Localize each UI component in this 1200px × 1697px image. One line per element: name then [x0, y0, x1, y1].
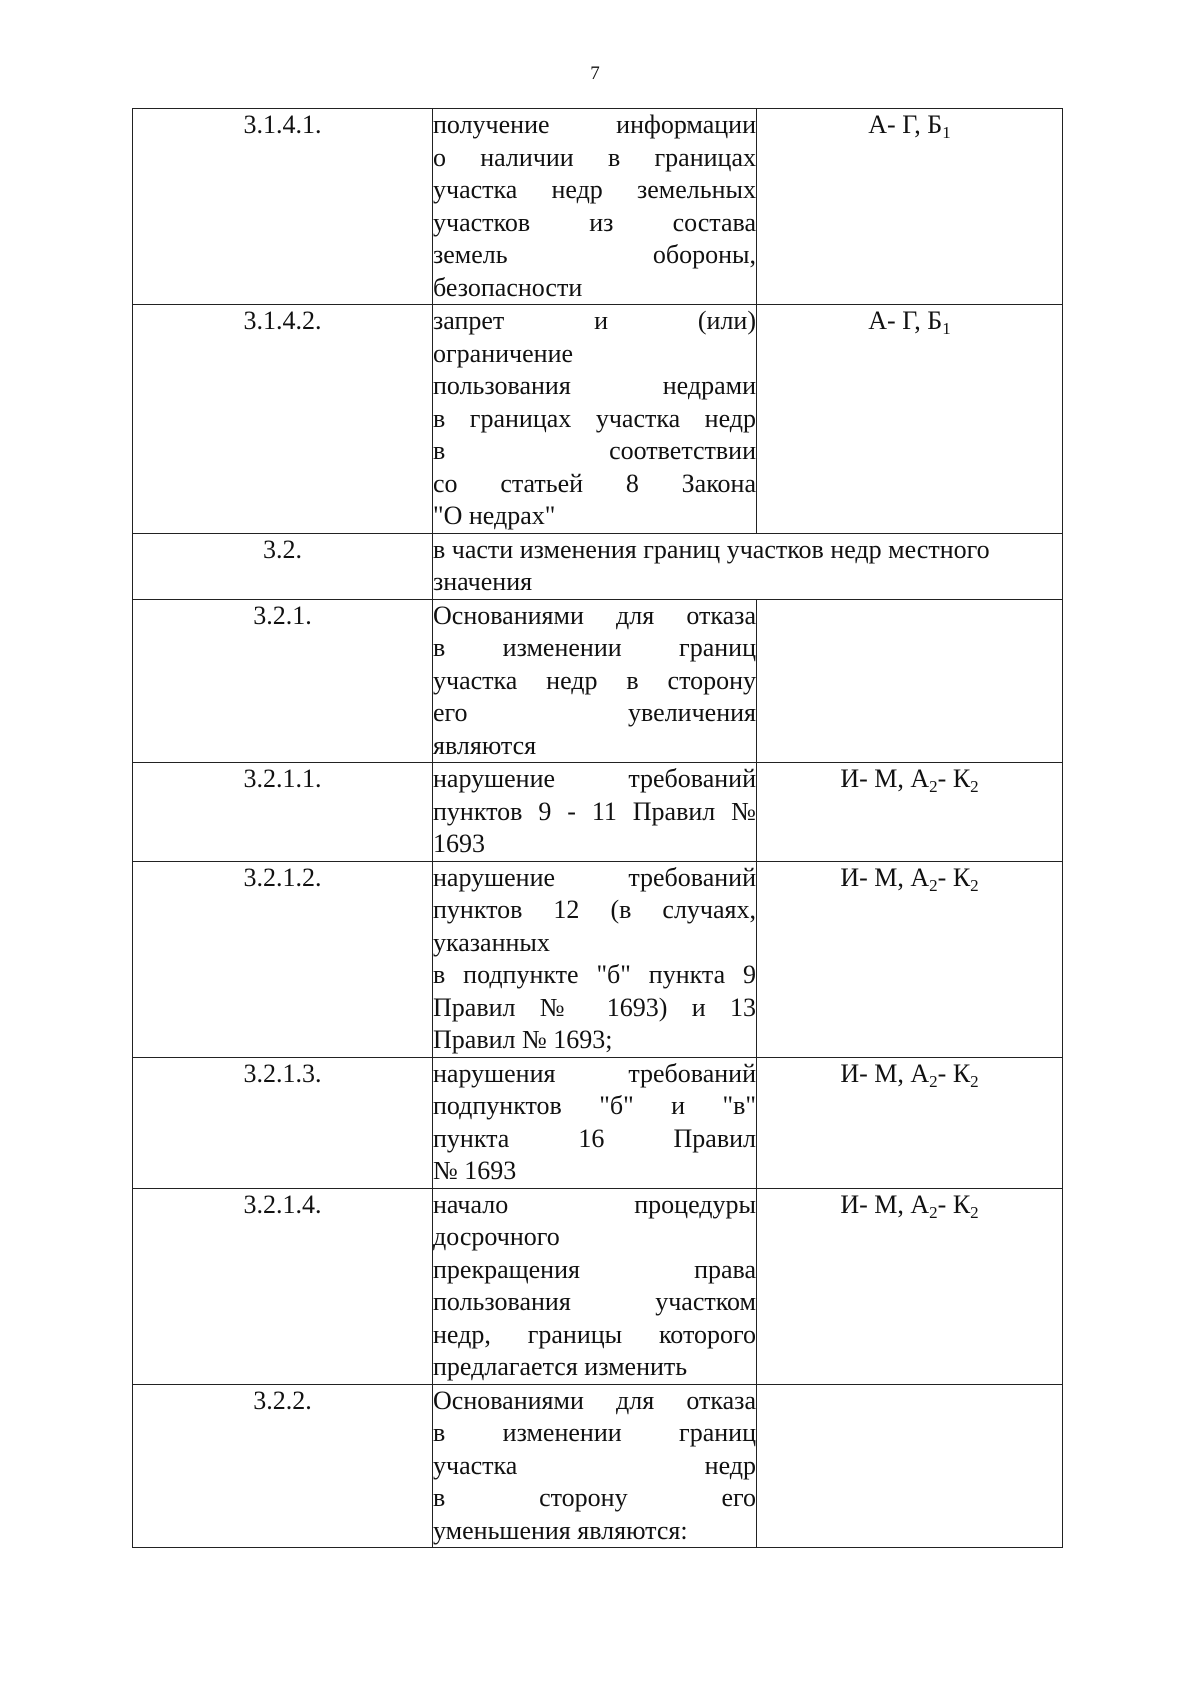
item-description — [433, 1057, 757, 1188]
description-line: о наличии в границах — [433, 142, 756, 172]
description-line: участка недр земельных — [433, 175, 756, 204]
form-reference — [757, 1384, 1063, 1548]
description-line: Основаниями для отказа — [433, 600, 756, 630]
item-number: 3.2.1. — [133, 599, 433, 763]
item-number: 3.2. — [133, 533, 433, 599]
description-line: прекращения права — [433, 1254, 756, 1284]
item-description — [433, 599, 757, 763]
description-line: досрочного — [433, 1222, 560, 1251]
reference-code — [868, 306, 951, 338]
item-description — [433, 109, 757, 305]
description-line: 1693 — [433, 829, 485, 858]
item-number: 3.2.1.4. — [133, 1188, 433, 1384]
reference-code-part: И- М, А — [840, 1058, 930, 1088]
reference-code — [840, 1058, 979, 1091]
description-line: пунктов 12 (в случаях, — [433, 895, 756, 924]
item-description — [433, 763, 757, 862]
description-line: участка недр в сторону — [433, 665, 756, 695]
item-description — [433, 861, 757, 1057]
description-line: Правил № 1693; — [433, 1025, 613, 1054]
description-line: в части изменения границ участков недр местного — [433, 534, 990, 564]
reference-subscript: 2 — [970, 1071, 979, 1091]
form-reference — [757, 599, 1063, 763]
reference-subscript: 2 — [929, 875, 938, 895]
table-row — [133, 1384, 1063, 1548]
table-row — [133, 305, 1063, 534]
form-reference — [757, 305, 1063, 534]
description-line: в сторону его — [433, 1483, 756, 1512]
table-row — [133, 763, 1063, 862]
description-line: в изменении границ — [433, 1418, 756, 1447]
description-line: запрет и (или) — [433, 306, 756, 335]
item-description — [433, 1188, 757, 1384]
description-line: начало процедуры — [433, 1189, 756, 1219]
reference-code — [840, 764, 979, 796]
reference-code-part: - К — [937, 1189, 971, 1219]
description-line: нарушение требований — [433, 862, 756, 892]
description-line: нарушения требований — [433, 1058, 756, 1088]
description-line: его увеличения — [433, 698, 756, 727]
item-number: 3.1.4.1. — [133, 109, 433, 305]
description-line: в изменении границ — [433, 633, 756, 662]
table-row — [133, 1188, 1063, 1384]
description-line: значения — [433, 567, 533, 596]
item-number: 3.2.1.1. — [133, 763, 433, 862]
reference-subscript: 1 — [942, 319, 951, 338]
form-reference — [757, 861, 1063, 1057]
reference-subscript: 2 — [929, 1071, 938, 1091]
description-line: "О недрах" — [433, 501, 556, 530]
reference-subscript: 1 — [942, 123, 951, 142]
reference-subscript: 2 — [970, 1202, 979, 1222]
grounds-table — [132, 108, 1063, 1548]
reference-code — [840, 862, 979, 895]
reference-subscript: 2 — [929, 777, 938, 796]
description-line: Правил № 1693) и 13 — [433, 992, 756, 1022]
form-reference — [757, 109, 1063, 305]
description-line: предлагается изменить — [433, 1352, 688, 1381]
description-line: недр, границы которого — [433, 1319, 756, 1349]
table-row — [133, 533, 1063, 599]
item-number: 3.2.2. — [133, 1384, 433, 1548]
reference-code-part: И- М, А — [840, 764, 930, 793]
description-line: в подпункте "б" пункта 9 — [433, 960, 756, 989]
reference-code — [868, 110, 951, 142]
form-reference — [757, 1188, 1063, 1384]
reference-code-part: А- Г, Б — [868, 306, 943, 335]
description-line: получение информации — [433, 110, 756, 139]
reference-subscript: 2 — [929, 1202, 938, 1222]
table-row — [133, 861, 1063, 1057]
description-line: земель обороны, — [433, 240, 756, 269]
form-reference — [757, 763, 1063, 862]
description-line: со статьей 8 Закона — [433, 468, 756, 498]
description-line: ограничение — [433, 338, 574, 368]
description-line: в границах участка недр — [433, 403, 756, 433]
reference-code-part: - К — [937, 764, 971, 793]
table-row — [133, 599, 1063, 763]
description-line: являются — [433, 730, 537, 760]
description-line: пользования недрами — [433, 371, 756, 400]
description-line: участка недр — [433, 1450, 756, 1480]
item-number: 3.2.1.2. — [133, 861, 433, 1057]
reference-subscript: 2 — [970, 875, 979, 895]
reference-code-part: И- М, А — [840, 862, 930, 892]
page-number: 7 — [590, 63, 600, 84]
description-line: в соответствии — [433, 436, 756, 465]
description-line: пункта 16 Правил — [433, 1123, 756, 1153]
description-line: безопасности — [433, 272, 583, 302]
description-line: подпунктов "б" и "в" — [433, 1091, 756, 1120]
reference-code-part: А- Г, Б — [868, 110, 943, 139]
item-number: 3.2.1.3. — [133, 1057, 433, 1188]
item-description — [433, 305, 757, 534]
reference-code — [840, 1189, 979, 1222]
description-line: участков из состава — [433, 207, 756, 237]
description-line: пунктов 9 - 11 Правил № — [433, 796, 756, 826]
reference-code-part: - К — [937, 1058, 971, 1088]
reference-subscript: 2 — [970, 777, 979, 796]
description-line: указанных — [433, 927, 550, 957]
table-row — [133, 109, 1063, 305]
item-number: 3.1.4.2. — [133, 305, 433, 534]
description-line: нарушение требований — [433, 764, 756, 793]
table-row — [133, 1057, 1063, 1188]
item-description — [433, 533, 1063, 599]
item-description — [433, 1384, 757, 1548]
reference-code-part: И- М, А — [840, 1189, 930, 1219]
reference-code-part: - К — [937, 862, 971, 892]
form-reference — [757, 1057, 1063, 1188]
description-line: Основаниями для отказа — [433, 1385, 756, 1415]
description-line: № 1693 — [433, 1156, 517, 1185]
description-line: уменьшения являются: — [433, 1515, 688, 1545]
description-line: пользования участком — [433, 1287, 756, 1316]
